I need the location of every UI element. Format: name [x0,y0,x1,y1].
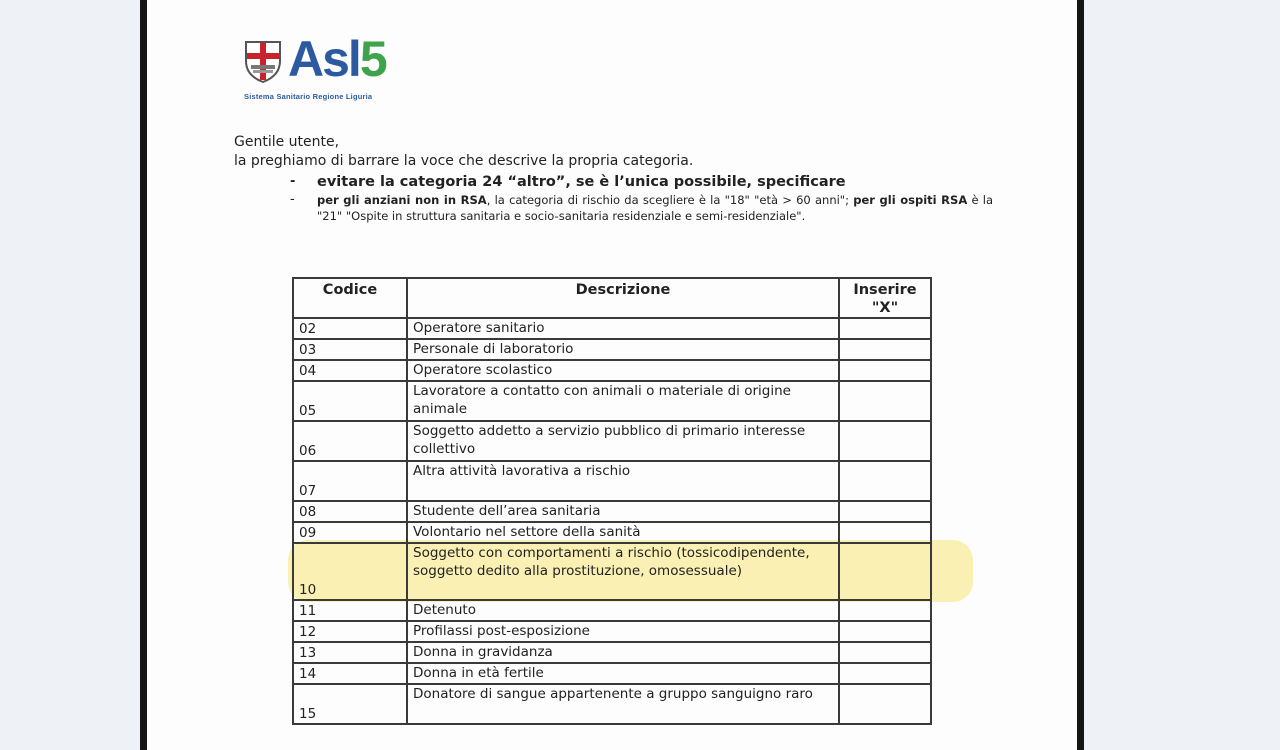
row-code: 06 [293,421,407,461]
table-row [293,360,931,381]
header-mark: Inserire "X" [839,278,931,318]
row-mark-cell[interactable] [839,501,931,522]
row-description: Donna in età fertile [407,663,839,684]
row-mark-cell[interactable] [839,600,931,621]
row-mark-cell[interactable] [839,621,931,642]
instruction: la preghiamo di barrare la voce che descrive la propria categoria. [234,153,694,169]
row-code: 09 [293,522,407,543]
instruction-bullets [290,172,994,224]
header-description: Descrizione [407,278,839,318]
liguria-shield-icon [244,39,282,83]
row-mark-cell[interactable] [839,663,931,684]
row-description: Volontario nel settore della sanità [407,522,839,543]
row-description: Lavoratore a contatto con animali o materiale di origine animale [407,381,839,421]
row-code: 15 [293,684,407,724]
bullet-elderly: - per gli anziani non in RSA, la categoria di rischio da scegliere è la "18" "età > 60 anni"; per gli ospiti RSA è la "21" "Ospite in struttura sanitaria e socio-sanitaria residenziale e semi-residenziale". [290,192,993,224]
table-row [293,381,931,421]
intro-text [234,133,994,224]
table-row [293,421,931,461]
row-description: Soggetto addetto a servizio pubblico di primario interesse collettivo [407,421,839,461]
table-row [293,621,931,642]
table-row [293,600,931,621]
category-table [292,277,932,725]
row-description: Profilassi post-esposizione [407,621,839,642]
row-code: 05 [293,381,407,421]
row-code: 11 [293,600,407,621]
header-code: Codice [293,278,407,318]
table-header-row [293,278,931,318]
row-mark-cell[interactable] [839,318,931,339]
table-row [293,501,931,522]
row-mark-cell[interactable] [839,522,931,543]
table-row [293,522,931,543]
logo-wordmark: Asl5 [288,31,386,87]
row-description: Operatore scolastico [407,360,839,381]
row-code: 08 [293,501,407,522]
row-description: Detenuto [407,600,839,621]
row-code: 13 [293,642,407,663]
table-row [293,663,931,684]
row-mark-cell[interactable] [839,421,931,461]
row-code: 10 [293,543,407,600]
table-row [293,318,931,339]
row-description: Personale di laboratorio [407,339,839,360]
row-code: 07 [293,461,407,501]
row-code: 04 [293,360,407,381]
row-mark-cell[interactable] [839,543,931,600]
bullet-avoid-other: - evitare la categoria 24 “altro”, se è l’unica possibile, specificare [290,172,994,192]
row-code: 14 [293,663,407,684]
table-row [293,339,931,360]
logo-subtitle: Sistema Sanitario Regione Liguria [244,92,373,101]
table-row [293,543,931,600]
asl5-logo [244,31,414,107]
row-mark-cell[interactable] [839,339,931,360]
row-mark-cell[interactable] [839,381,931,421]
row-mark-cell[interactable] [839,461,931,501]
row-description: Operatore sanitario [407,318,839,339]
greeting: Gentile utente, [234,134,340,150]
table-row [293,642,931,663]
row-code: 12 [293,621,407,642]
row-description: Altra attività lavorativa a rischio [407,461,839,501]
table-row [293,684,931,724]
row-mark-cell[interactable] [839,360,931,381]
row-description: Donatore di sangue appartenente a gruppo sanguigno raro [407,684,839,724]
row-mark-cell[interactable] [839,684,931,724]
row-description: Studente dell’area sanitaria [407,501,839,522]
row-mark-cell[interactable] [839,642,931,663]
table-row [293,461,931,501]
row-description: Donna in gravidanza [407,642,839,663]
row-code: 03 [293,339,407,360]
row-code: 02 [293,318,407,339]
row-description: Soggetto con comportamenti a rischio (tossicodipendente, soggetto dedito alla prostituzione, omosessuale) [407,543,839,600]
